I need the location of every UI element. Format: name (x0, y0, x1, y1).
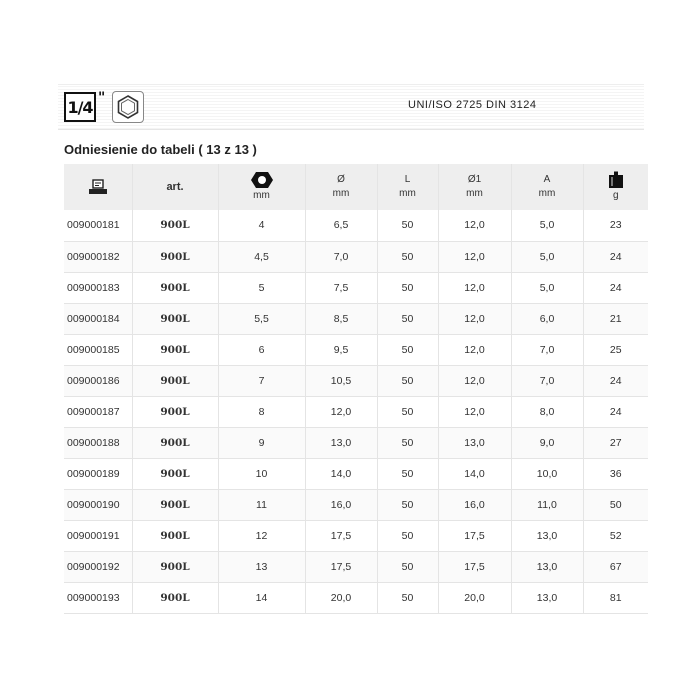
cell-a: 7,0 (511, 365, 583, 396)
cell-diameter1: 12,0 (438, 365, 511, 396)
hexagon-socket-icon (112, 91, 144, 123)
cell-art: 900L (132, 427, 218, 458)
table-row (64, 551, 648, 582)
cell-code: 009000181 (64, 210, 132, 241)
cell-code: 009000183 (64, 272, 132, 303)
cell-length: 50 (377, 303, 438, 334)
table-row (64, 520, 648, 551)
cell-weight: 23 (583, 210, 648, 241)
col-unit-size: mm (253, 190, 270, 201)
cell-diameter: 14,0 (305, 458, 377, 489)
col-header-weight (583, 164, 648, 210)
standards-text: UNI/ISO 2725 DIN 3124 (408, 99, 537, 111)
cell-art: 900L (132, 582, 218, 613)
cell-diameter1: 12,0 (438, 272, 511, 303)
col-label-a: A (543, 174, 551, 185)
table-row (64, 427, 648, 458)
cell-size: 8 (218, 396, 305, 427)
cell-diameter: 13,0 (305, 427, 377, 458)
cell-art: 900L (132, 272, 218, 303)
cell-weight: 52 (583, 520, 648, 551)
weight-icon (607, 171, 625, 189)
cell-art: 900L (132, 241, 218, 272)
cell-diameter1: 16,0 (438, 489, 511, 520)
cell-size: 4 (218, 210, 305, 241)
cell-size: 7 (218, 365, 305, 396)
cell-diameter1: 14,0 (438, 458, 511, 489)
table-row (64, 582, 648, 613)
cell-size: 9 (218, 427, 305, 458)
cell-weight: 24 (583, 365, 648, 396)
cell-length: 50 (377, 458, 438, 489)
table-header-row (64, 164, 648, 210)
cell-size: 10 (218, 458, 305, 489)
cell-size: 5 (218, 272, 305, 303)
cell-code: 009000187 (64, 396, 132, 427)
col-unit-weight: g (612, 190, 619, 201)
cell-length: 50 (377, 241, 438, 272)
cell-length: 50 (377, 334, 438, 365)
cell-a: 13,0 (511, 520, 583, 551)
col-unit-diameter1: mm (466, 188, 483, 199)
table-row (64, 272, 648, 303)
cell-diameter: 7,5 (305, 272, 377, 303)
product-sheet (58, 84, 644, 616)
cell-length: 50 (377, 427, 438, 458)
cell-size: 14 (218, 582, 305, 613)
cell-code: 009000185 (64, 334, 132, 365)
cell-a: 5,0 (511, 272, 583, 303)
cell-length: 50 (377, 489, 438, 520)
cell-a: 10,0 (511, 458, 583, 489)
cell-art: 900L (132, 489, 218, 520)
cell-diameter: 10,5 (305, 365, 377, 396)
table-row (64, 334, 648, 365)
cell-size: 12 (218, 520, 305, 551)
cell-a: 8,0 (511, 396, 583, 427)
col-label-length: L (404, 174, 411, 185)
cell-a: 6,0 (511, 303, 583, 334)
cell-a: 11,0 (511, 489, 583, 520)
cell-weight: 81 (583, 582, 648, 613)
col-unit-length: mm (399, 188, 416, 199)
cell-weight: 36 (583, 458, 648, 489)
cell-code: 009000184 (64, 303, 132, 334)
col-header-code (64, 164, 132, 210)
hex-nut-icon (250, 171, 274, 189)
cell-art: 900L (132, 520, 218, 551)
table-row (64, 303, 648, 334)
cell-diameter1: 12,0 (438, 303, 511, 334)
cell-code: 009000188 (64, 427, 132, 458)
cell-code: 009000193 (64, 582, 132, 613)
catalog-code-icon (88, 179, 108, 195)
col-unit-diameter: mm (332, 188, 350, 199)
cell-weight: 24 (583, 396, 648, 427)
cell-code: 009000182 (64, 241, 132, 272)
cell-art: 900L (132, 551, 218, 582)
cell-art: 900L (132, 303, 218, 334)
col-header-diameter1 (438, 164, 511, 210)
col-header-art: art. (132, 164, 218, 210)
cell-code: 009000192 (64, 551, 132, 582)
cell-art: 900L (132, 396, 218, 427)
cell-diameter1: 17,5 (438, 520, 511, 551)
cell-art: 900L (132, 458, 218, 489)
cell-a: 13,0 (511, 551, 583, 582)
cell-diameter: 6,5 (305, 210, 377, 241)
cell-weight: 50 (583, 489, 648, 520)
cell-length: 50 (377, 396, 438, 427)
cell-diameter: 17,5 (305, 520, 377, 551)
cell-a: 9,0 (511, 427, 583, 458)
page-title: Odniesienie do tabeli ( 13 z 13 ) (64, 142, 257, 157)
cell-weight: 27 (583, 427, 648, 458)
cell-length: 50 (377, 365, 438, 396)
cell-diameter: 7,0 (305, 241, 377, 272)
spec-table (64, 164, 648, 614)
cell-length: 50 (377, 582, 438, 613)
col-header-length (377, 164, 438, 210)
cell-length: 50 (377, 272, 438, 303)
cell-weight: 25 (583, 334, 648, 365)
cell-diameter: 20,0 (305, 582, 377, 613)
cell-diameter: 8,5 (305, 303, 377, 334)
cell-size: 11 (218, 489, 305, 520)
cell-a: 13,0 (511, 582, 583, 613)
cell-length: 50 (377, 210, 438, 241)
cell-diameter1: 20,0 (438, 582, 511, 613)
cell-weight: 24 (583, 241, 648, 272)
cell-diameter: 12,0 (305, 396, 377, 427)
cell-code: 009000186 (64, 365, 132, 396)
cell-code: 009000190 (64, 489, 132, 520)
cell-art: 900L (132, 334, 218, 365)
cell-diameter: 16,0 (305, 489, 377, 520)
cell-diameter1: 13,0 (438, 427, 511, 458)
col-label-diameter: Ø (337, 174, 345, 185)
col-header-size (218, 164, 305, 210)
cell-diameter1: 17,5 (438, 551, 511, 582)
cell-a: 5,0 (511, 241, 583, 272)
cell-length: 50 (377, 520, 438, 551)
cell-diameter: 9,5 (305, 334, 377, 365)
cell-diameter1: 12,0 (438, 396, 511, 427)
cell-code: 009000189 (64, 458, 132, 489)
col-label-diameter1: Ø1 (467, 174, 482, 185)
cell-weight: 67 (583, 551, 648, 582)
table-row (64, 210, 648, 241)
cell-diameter1: 12,0 (438, 334, 511, 365)
cell-size: 4,5 (218, 241, 305, 272)
cell-size: 13 (218, 551, 305, 582)
col-unit-a: mm (538, 188, 556, 199)
cell-diameter1: 12,0 (438, 241, 511, 272)
cell-a: 5,0 (511, 210, 583, 241)
header-bar (58, 84, 644, 130)
cell-art: 900L (132, 210, 218, 241)
col-header-diameter (305, 164, 377, 210)
cell-diameter1: 12,0 (438, 210, 511, 241)
cell-weight: 21 (583, 303, 648, 334)
cell-weight: 24 (583, 272, 648, 303)
table-row (64, 458, 648, 489)
drive-size-badge: 1/4 (64, 92, 96, 122)
cell-code: 009000191 (64, 520, 132, 551)
cell-size: 5,5 (218, 303, 305, 334)
table-row (64, 489, 648, 520)
cell-art: 900L (132, 365, 218, 396)
table-row (64, 241, 648, 272)
cell-length: 50 (377, 551, 438, 582)
cell-size: 6 (218, 334, 305, 365)
col-header-a (511, 164, 583, 210)
drive-size-inch-mark: " (98, 90, 106, 106)
table-row (64, 365, 648, 396)
table-row (64, 396, 648, 427)
cell-diameter: 17,5 (305, 551, 377, 582)
cell-a: 7,0 (511, 334, 583, 365)
